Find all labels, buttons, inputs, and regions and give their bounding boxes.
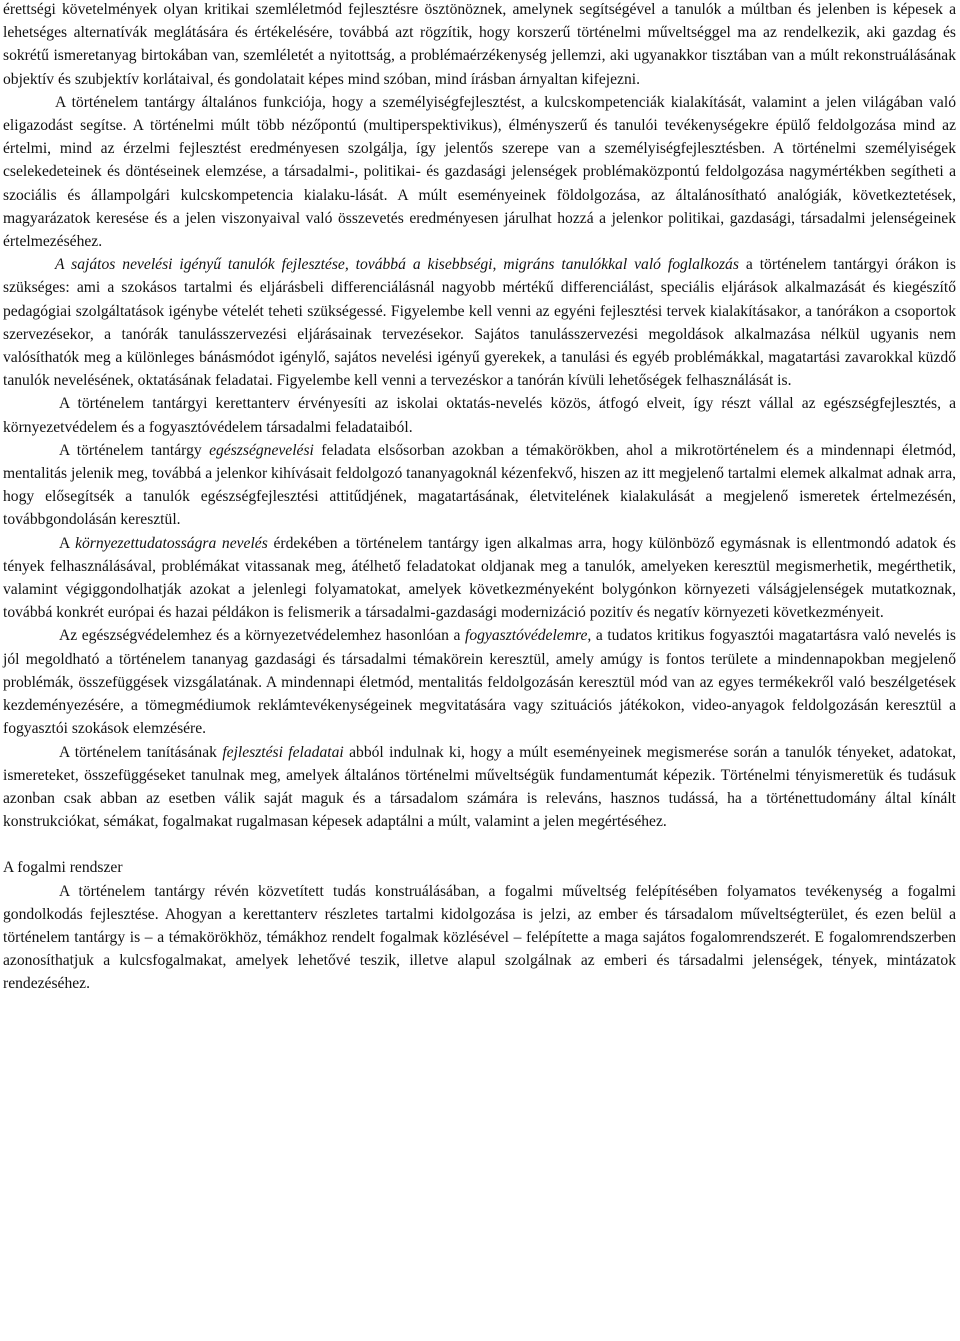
paragraph-8 xyxy=(3,741,956,834)
paragraph-7-emphasis: fogyasztóvédelemre, xyxy=(464,627,592,645)
document-page xyxy=(3,0,956,996)
paragraph-5-lead: A történelem tantárgy xyxy=(59,441,210,459)
paragraph-6 xyxy=(3,532,956,625)
paragraph-5-text: feladata elsősorban azokban a témakörökben, ahol a mikrotörténelem és a mindennapi életmód, mentalitás jelenik meg, továbbá a jelenkor kihívásait feldolgozó tananyagoknál kézenfekvő, hiszen az itt megjelenő tartalmi elemek alkalmat adnak arra, hogy elősegítsék a tanulók egészségfejlesztési attitűdjének, magatartásának, életvitelének kialakulását a megjelenő ismeretek értelmezésén, továbbgondolásán keresztül. xyxy=(3,441,957,529)
paragraph-8-emphasis: fejlesztési feladatai xyxy=(222,743,344,761)
paragraph-7-lead: Az egészségvédelemhez és a környezetvédelemhez hasonlóan a xyxy=(59,627,465,645)
paragraph-6-emphasis: környezettudatosságra nevelés xyxy=(75,534,268,552)
paragraph-3-emphasis: A sajátos nevelési igényű tanulók fejlesztése, továbbá a kisebbségi, migráns tanulókkal való foglalkozás xyxy=(55,256,739,274)
paragraph-8-text: abból indulnak ki, hogy a múlt eseményeinek megismerése során a tanulók tényeket, adatokat, ismereteket, összefüggéseket tanulnak meg, amelyek általános történelmi műveltségük fundamentumát képezik. Történelmi tényismeretük és tudásuk azonban csak abban az esetben válik saját maguk és a társadalom számára is releváns, hasznos tudássá, ha a történettudomány által kínált konstrukciókat, sémákat, fogalmakat rugalmasan képesek adaptálni a múlt, valamint a jelen megértéséhez. xyxy=(3,743,957,831)
paragraph-9: A történelem tantárgy révén közvetített tudás konstruálásában, a fogalmi műveltség felépítésében folyamatos tevékenység a fogalmi gondolkodás fejlesztése. Ahogyan a kerettanterv részletes tartalmi kidolgozása is jelzi, az ember és társadalom műveltségterület, és ezen belül a történelem tantárgy is – a témakörökhöz, témákhoz rendelt fogalmak közlésével – felépítette a maga sajátos fogalomrendszerét. E fogalomrendszerben azonosíthatjuk a kulcsfogalmakat, amelyek lehetővé teszik, illetve alapul szolgálnak az emberi és társadalmi jelenségek, tények, mintázatok rendezéséhez. xyxy=(3,882,956,993)
paragraph-1: érettségi követelmények olyan kritikai szemléletmód fejlesztésre ösztönöznek, amelynek segítségével a tanulók a múltban és jelenben is képesek a lehetséges alternatívák meglátására és értékelésére, továbbá azt rögzítik, hogy korszerű történelmi műveltséggel ma az rendelkezik, aki gazdag és sokrétű ismeretanyag birtokában van, szemléletét a nyitottság, a problémaérzékenység jellemzi, aki ugyanakkor tisztában van a múlt rekonstruálásának objektív és szubjektív korlátaival, és gondolatait képes mind szóban, mind írásban árnyaltan kifejezni. xyxy=(3,1,956,88)
paragraph-5 xyxy=(3,439,956,532)
paragraph-5-emphasis: egészségnevelési xyxy=(209,441,314,459)
paragraph-4: A történelem tantárgyi kerettanterv érvényesíti az iskolai oktatás-nevelés közös, átfogó elveit, így részt vállal az egészségfejlesztés, a környezetvédelem és a fogyasztóvédelem társadalmi feladataiból. xyxy=(3,395,956,436)
paragraph-7-text: a tudatos kritikus fogyasztói magatartásra való nevelés is jól megoldható a történelem tananyag gazdasági és társadalmi témakörein keresztül, amely amúgy is fontos területe a mindennapokban megjelenő problémák, összefüggések vizsgálatának. A mindennapi életmód, mentalitás feldolgozásán keresztül mód van az egyes termékekről való beszélgetések kezdeményezésére, a tömegmédiumok reklámtevékenységeinek megvitatására vagy szituációs játékokon, video-anyagok feldolgozásán keresztül a fogyasztói szokások elemzésére. xyxy=(3,627,956,738)
paragraph-6-text: érdekében a történelem tantárgy igen alkalmas arra, hogy különböző egymásnak is ellentmondó adatok és tények felhasználásával, problémákat vitassanak meg, átélhető feladatokat oldjanak meg a tanulók, amelyeken keresztül megismerhetik, megérthetik, valamint végiggondolhatják azokat a jelenlegi folyamatokat, amelyek következményeként bolygónkon környezeti válságjelenségek mutatkoznak, továbbá konkrét európai és hazai példákon is felismerik a társadalmi-gazdasági modernizáció pozitív és negatív környezeti következményeit. xyxy=(3,534,956,622)
paragraph-7 xyxy=(3,624,956,740)
paragraph-2: A történelem tantárgy általános funkciója, hogy a személyiségfejlesztést, a kulcskompetenciák kialakítását, valamint a jelen világában való eligazodást segítse. A történelmi múlt több nézőpontú (multiperspektivikus), élményszerű és tanulói tevékenységekre épülő feldolgozása mind az értelmi, mind az érzelmi fejlesztést eredményesen szolgálja, így jelentős szerepe van a személyiségfejlesztésben. A történelmi személyiségek cselekedeteinek és döntéseinek elemzése, a társadalmi-, politikai- és gazdasági jelenségek problémaközpontú feldolgozása nagymértékben segítheti a szociális és állampolgári kulcskompetencia kialaku-lását. A múlt eseményeinek földolgozása, az általánosítható analógiák, következtetések, magyarázatok keresése és a jelen viszonyaival való összevetés eredményesen járulhat hozzá a jelenkor politikai, gazdasági, társadalmi jelenségeinek értelmezéséhez. xyxy=(3,93,956,251)
section-heading: A fogalmi rendszer xyxy=(3,859,123,877)
paragraph-3 xyxy=(3,253,956,392)
paragraph-6-lead: A xyxy=(59,534,76,552)
paragraph-3-text: a történelem tantárgyi órákon is szükséges: ami a szokásos tartalmi és eljárásbeli differenciálásnál nagyobb mértékű differenciálást, speciális eljárások alkalmazását és kiegészítő pedagógiai szolgáltatások igénybe vételét teheti szükségessé. Figyelembe kell venni az egyéni fejlesztési tervek kialakításakor, a tanórákon a csoportok szervezésekor, a tanórák tanulásszervezési eljárásainak tervezésekor. Sajátos tanulásszervezési megoldások alkalmazása nélkül ugyanis nem valósíthatók meg a különleges bánásmódot igénylő, sajátos nevelési igényű gyerekek, a tanulási és egyéb problémákkal, magatartási zavarokkal küzdő tanulók nevelésének, oktatásának feladatai. Figyelembe kell venni a tervezéskor a tanórán kívüli lehetőségek felhasználását is. xyxy=(3,256,956,390)
paragraph-8-lead: A történelem tanításának xyxy=(59,743,223,761)
